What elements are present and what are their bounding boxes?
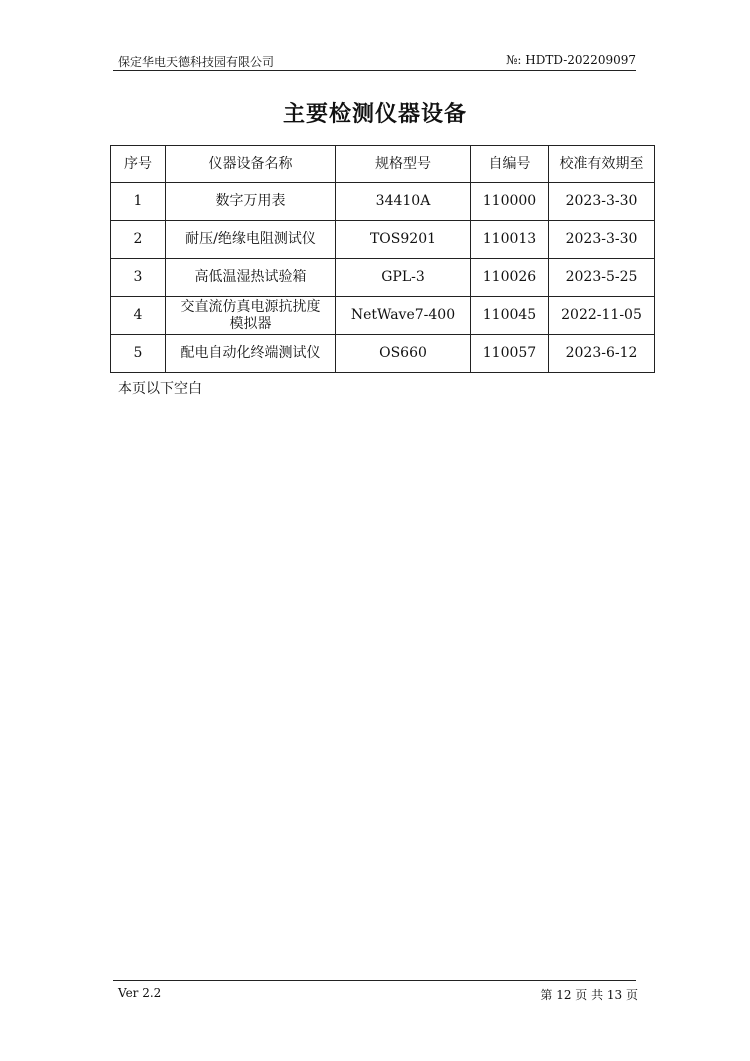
footer-divider (113, 980, 636, 981)
col-header-id: 自编号 (471, 146, 549, 183)
col-header-index: 序号 (111, 146, 166, 183)
cell-id: 110045 (471, 297, 549, 335)
cell-calibration: 2023-6-12 (549, 335, 655, 373)
cell-name: 数字万用表 (166, 183, 336, 221)
cell-model: 34410A (336, 183, 471, 221)
cell-calibration: 2023-3-30 (549, 183, 655, 221)
cell-name: 配电自动化终端测试仪 (166, 335, 336, 373)
cell-name: 高低温湿热试验箱 (166, 259, 336, 297)
header-divider (113, 70, 636, 71)
company-name: 保定华电天德科技园有限公司 (118, 55, 275, 69)
cell-calibration: 2022-11-05 (549, 297, 655, 335)
table-row (111, 221, 655, 259)
cell-index: 5 (111, 335, 166, 373)
cell-id: 110057 (471, 335, 549, 373)
version-label: Ver 2.2 (118, 986, 162, 1000)
cell-name: 耐压/绝缘电阻测试仪 (166, 221, 336, 259)
cell-model: NetWave7-400 (336, 297, 471, 335)
table-row (111, 297, 655, 335)
cell-id: 110026 (471, 259, 549, 297)
cell-model: OS660 (336, 335, 471, 373)
col-header-name: 仪器设备名称 (166, 146, 336, 183)
table-row (111, 335, 655, 373)
cell-model: TOS9201 (336, 221, 471, 259)
cell-model: GPL-3 (336, 259, 471, 297)
cell-index: 3 (111, 259, 166, 297)
cell-id: 110013 (471, 221, 549, 259)
page-number: 第 12 页 共 13 页 (540, 988, 638, 1002)
page-title: 主要检测仪器设备 (282, 101, 467, 127)
blank-page-note: 本页以下空白 (118, 381, 202, 397)
table-row (111, 183, 655, 221)
col-header-model: 规格型号 (336, 146, 471, 183)
equipment-table (110, 145, 655, 373)
table-header-row (111, 146, 655, 183)
cell-name: 交直流仿真电源抗扰度模拟器 (166, 297, 336, 335)
col-header-calibration: 校准有效期至 (549, 146, 655, 183)
report-number: №: HDTD-202209097 (506, 53, 636, 67)
cell-index: 4 (111, 297, 166, 335)
cell-index: 2 (111, 221, 166, 259)
cell-calibration: 2023-5-25 (549, 259, 655, 297)
cell-calibration: 2023-3-30 (549, 221, 655, 259)
cell-index: 1 (111, 183, 166, 221)
table-row (111, 259, 655, 297)
cell-id: 110000 (471, 183, 549, 221)
